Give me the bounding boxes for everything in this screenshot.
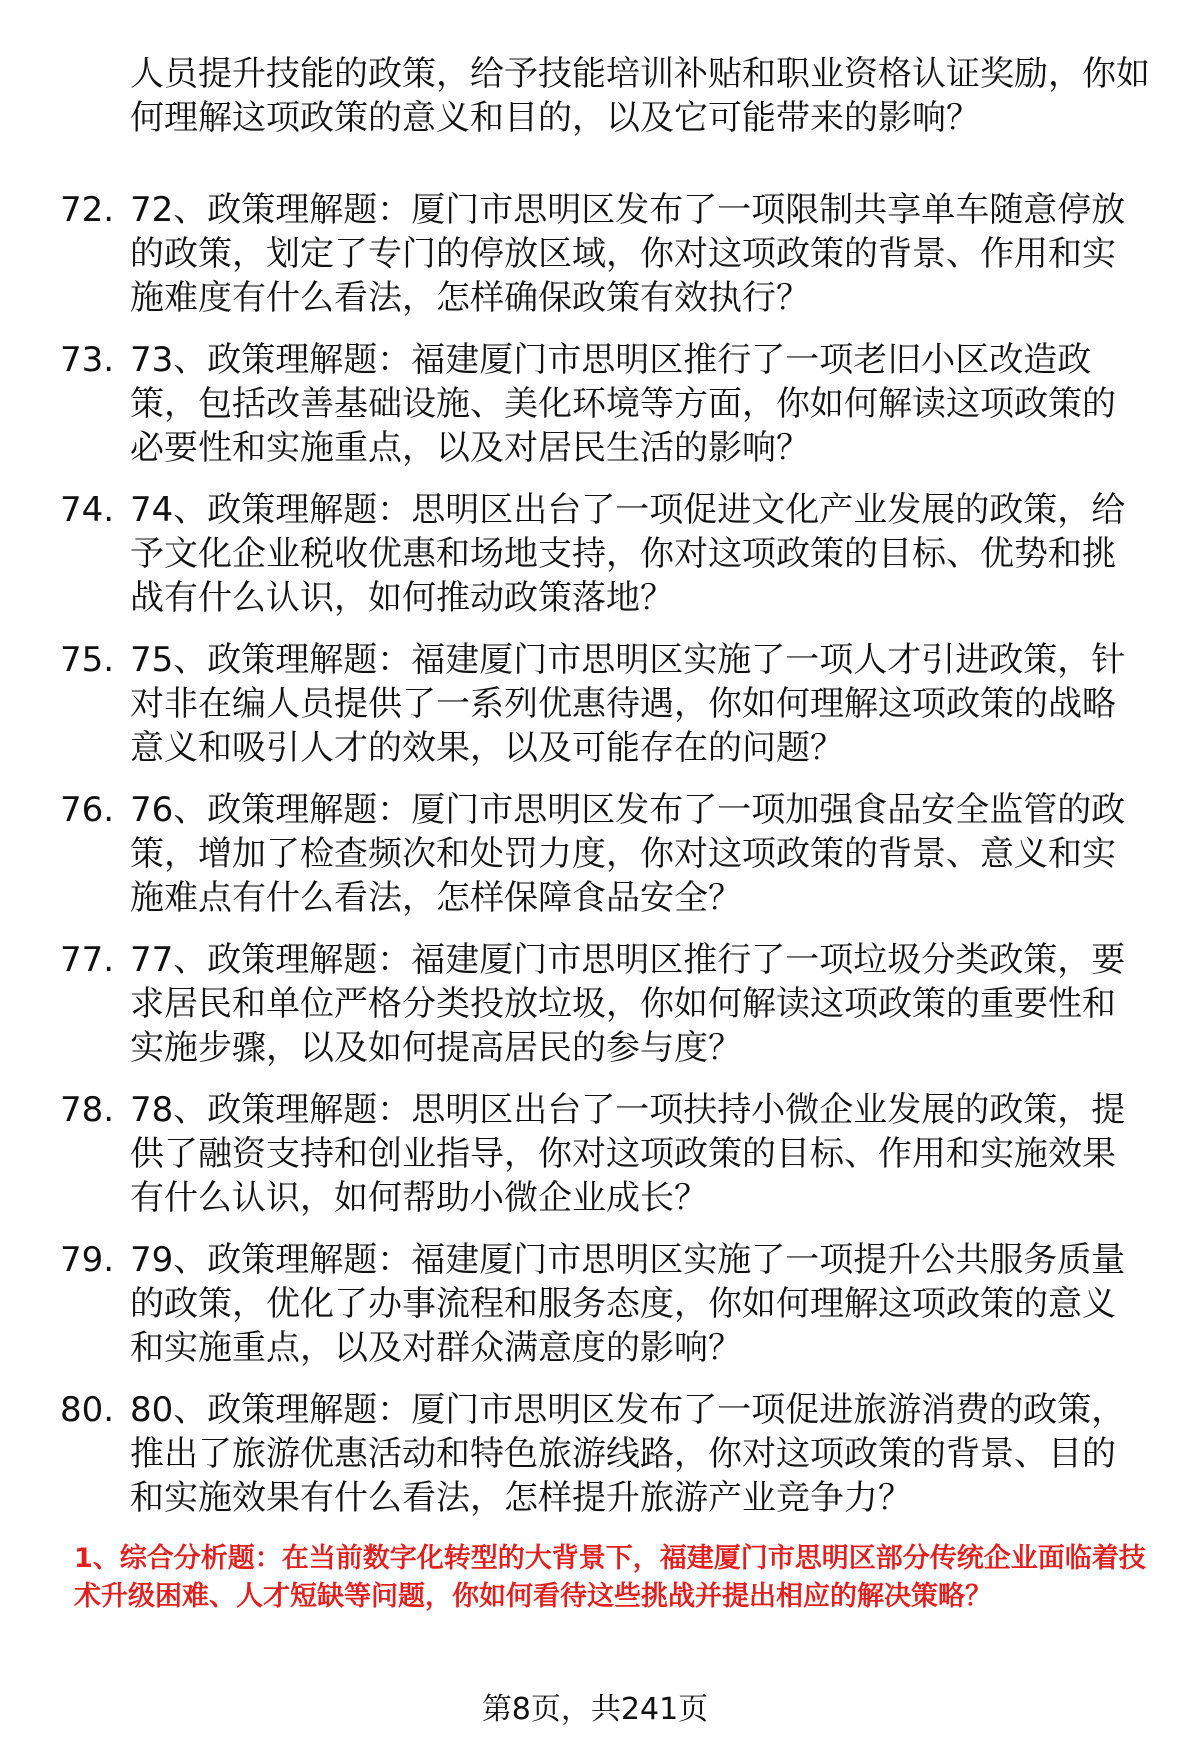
question-number: 79. — [60, 1240, 115, 1280]
question-number: 74. — [60, 490, 115, 530]
question-number: 76. — [60, 790, 115, 830]
question-text: 74、政策理解题：思明区出台了一项促进文化产业发展的政策，给予文化企业税收优惠和场地支持，你对这项政策的目标、优势和挑战有什么认识，如何推动政策落地？ — [130, 490, 1126, 618]
question-text: 79、政策理解题：福建厦门市思明区实施了一项提升公共服务质量的政策，优化了办事流程和服务态度，你如何理解这项政策的意义和实施重点，以及对群众满意度的影响？ — [130, 1240, 1126, 1368]
question-text: 75、政策理解题：福建厦门市思明区实施了一项人才引进政策，针对非在编人员提供了一系列优惠待遇，你如何理解这项政策的战略意义和吸引人才的效果，以及可能存在的问题？ — [130, 640, 1126, 768]
question-text: 80、政策理解题：厦门市思明区发布了一项促进旅游消费的政策，推出了旅游优惠活动和特色旅游线路，你对这项政策的背景、目的和实施效果有什么看法，怎样提升旅游产业竞争力？ — [130, 1390, 1126, 1518]
analysis-question: 1、综合分析题：在当前数字化转型的大背景下，福建厦门市思明区部分传统企业面临着技术升级困难、人才短缺等问题，你如何看待这些挑战并提出相应的解决策略？ — [74, 1543, 1146, 1612]
question-number: 78. — [60, 1090, 115, 1130]
question-number: 75. — [60, 640, 115, 680]
question-text: 78、政策理解题：思明区出台了一项扶持小微企业发展的政策，提供了融资支持和创业指导，你对这项政策的目标、作用和实施效果有什么认识，如何帮助小微企业成长？ — [130, 1090, 1126, 1218]
question-text: 72、政策理解题：厦门市思明区发布了一项限制共享单车随意停放的政策，划定了专门的停放区域，你对这项政策的背景、作用和实施难度有什么看法，怎样确保政策有效执行？ — [130, 190, 1126, 318]
question-number: 73. — [60, 340, 115, 380]
question-number: 77. — [60, 940, 115, 980]
question-number: 80. — [60, 1390, 115, 1430]
question-text: 73、政策理解题：福建厦门市思明区推行了一项老旧小区改造政策，包括改善基础设施、美化环境等方面，你如何解读这项政策的必要性和实施重点，以及对居民生活的影响？ — [130, 340, 1116, 468]
continuation-paragraph: 人员提升技能的政策，给予技能培训补贴和职业资格认证奖励，你如何理解这项政策的意义和目的，以及它可能带来的影响？ — [130, 54, 1150, 138]
question-number: 72. — [60, 190, 115, 230]
page-footer: 第8页，共241页 — [481, 1692, 709, 1727]
question-text: 76、政策理解题：厦门市思明区发布了一项加强食品安全监管的政策，增加了检查频次和处罚力度，你对这项政策的背景、意义和实施难点有什么看法，怎样保障食品安全？ — [130, 790, 1126, 918]
question-text: 77、政策理解题：福建厦门市思明区推行了一项垃圾分类政策，要求居民和单位严格分类投放垃圾，你如何解读这项政策的重要性和实施步骤，以及如何提高居民的参与度？ — [130, 940, 1126, 1068]
